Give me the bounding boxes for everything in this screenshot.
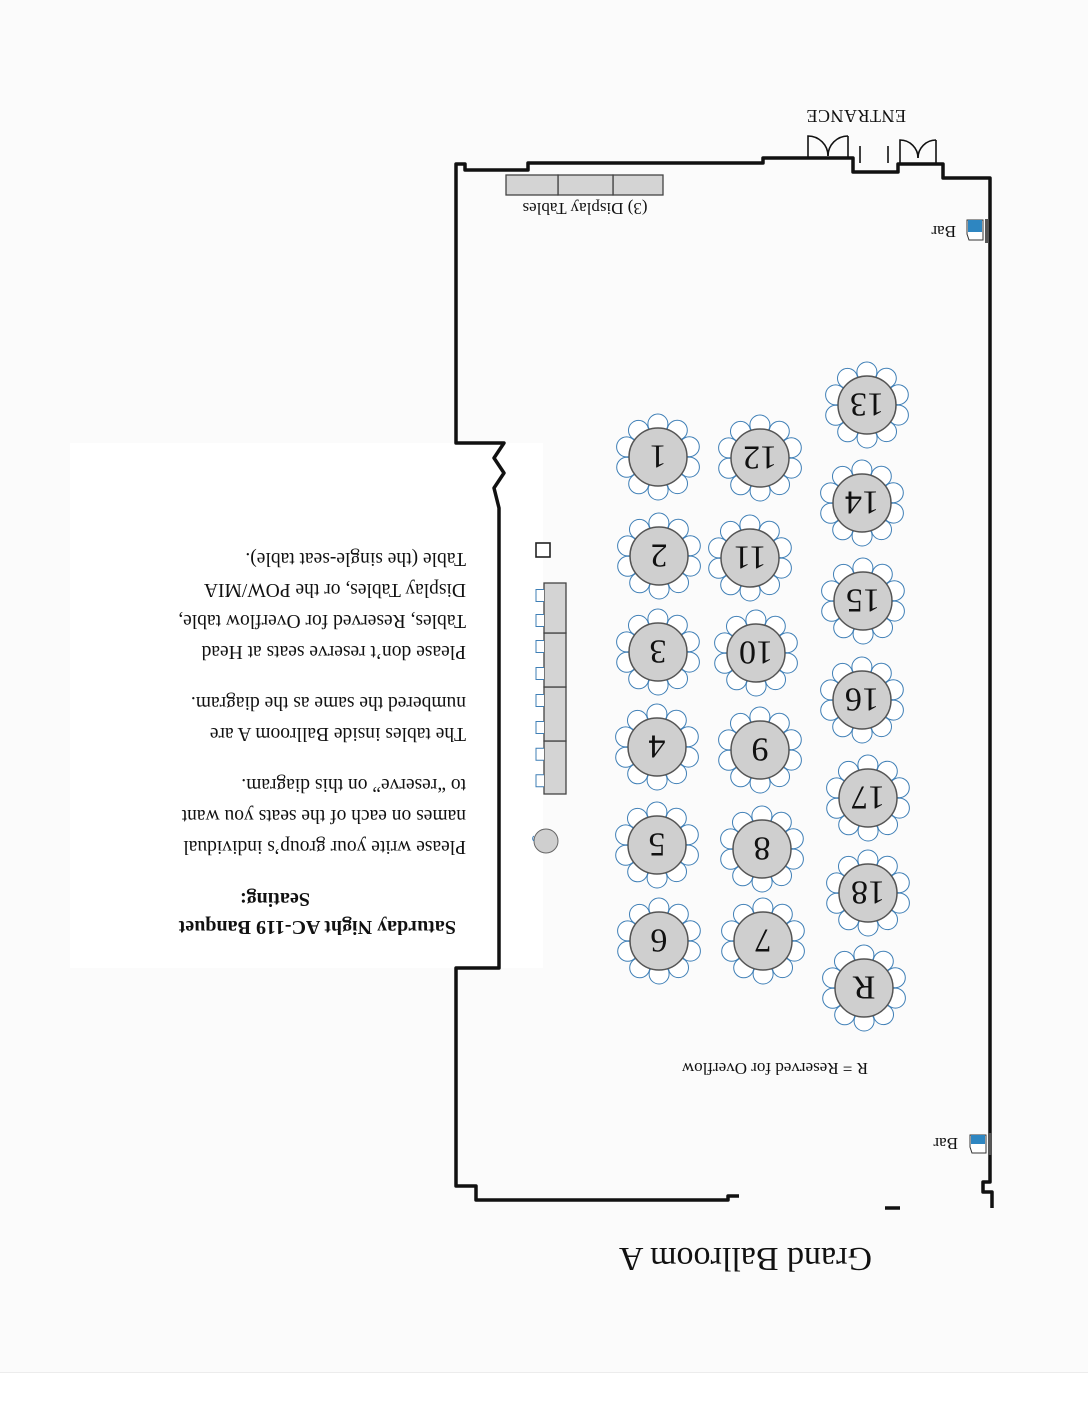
- round-table-2: [618, 513, 701, 599]
- seat: [536, 748, 544, 760]
- round-table-10: [715, 610, 798, 696]
- instruction-line: Tables, Reserved for Overflow table,: [178, 610, 466, 631]
- entrance-label: ENTRANCE: [806, 106, 906, 126]
- seat: [536, 668, 544, 680]
- table-number: 15: [846, 581, 880, 619]
- reserved-legend: R = Reserved for Overflow: [681, 1059, 868, 1078]
- table-number: 10: [739, 633, 773, 671]
- instruction-line: The tables inside Ballroom A are: [209, 723, 466, 744]
- head-table-segment: [544, 583, 566, 633]
- display-table: [613, 175, 663, 195]
- round-table-8: [721, 806, 804, 892]
- table-number: 5: [648, 825, 666, 863]
- instruction-line: Please write your group’s individual: [183, 836, 466, 857]
- bar-bottom: [931, 219, 989, 243]
- table-number: 11: [733, 538, 767, 576]
- page-title: Grand Ballroom A: [618, 1240, 872, 1277]
- instruction-line: Table (the single-seat table).: [245, 548, 466, 569]
- table-number: 9: [751, 730, 769, 768]
- seat: [536, 722, 544, 734]
- seat: [536, 695, 544, 707]
- display-tables-label: (3) Display Tables: [522, 199, 648, 218]
- head-table-podium: [536, 543, 550, 557]
- round-table-4: [616, 704, 699, 790]
- table-number: 12: [743, 438, 777, 476]
- table-number: 7: [754, 921, 772, 959]
- round-table-3: [617, 609, 700, 695]
- seat: [536, 615, 544, 627]
- round-table-14: [821, 460, 904, 546]
- instructions-heading: Seating:: [240, 888, 310, 910]
- bar-label: Bar: [933, 1134, 958, 1153]
- table-number: 6: [650, 921, 668, 959]
- head-table-segment: [544, 687, 566, 741]
- pow-mia-table: [534, 829, 558, 853]
- head-table-segment: [544, 741, 566, 794]
- instruction-line: Display Tables, or the POW/MIA: [203, 579, 466, 600]
- round-table-13: [826, 362, 909, 448]
- round-table-12: [719, 415, 802, 501]
- instruction-line: Please don’t reserve seats at Head: [201, 641, 466, 662]
- round-table-15: [822, 558, 905, 644]
- instructions-heading: Saturday Night AC-119 Banquet: [178, 916, 456, 938]
- round-table-5: [616, 802, 699, 888]
- table-number: 17: [851, 778, 885, 816]
- scan-margin: [0, 1372, 1088, 1409]
- bar-top: [933, 1133, 992, 1155]
- round-table-9: [719, 707, 802, 793]
- instruction-line: names on each of the seats you want: [181, 805, 466, 826]
- round-table-16: [821, 657, 904, 743]
- round-table-1: [617, 414, 700, 500]
- table-number: 14: [845, 483, 879, 521]
- table-number: 2: [650, 536, 668, 574]
- table-number: 18: [851, 873, 885, 911]
- table-number: 4: [648, 727, 666, 765]
- round-table-r: [823, 945, 906, 1031]
- round-table-17: [827, 755, 910, 841]
- table-number: 1: [649, 437, 667, 475]
- seat: [536, 590, 544, 602]
- display-table: [558, 175, 613, 195]
- round-table-6: [618, 898, 701, 984]
- table-number: 8: [753, 829, 771, 867]
- instruction-line: to “reserve” on this diagram.: [241, 774, 466, 795]
- seat: [536, 641, 544, 653]
- round-table-7: [722, 898, 805, 984]
- display-tables: [506, 175, 663, 195]
- table-number: 16: [845, 680, 879, 718]
- table-number: 13: [850, 385, 884, 423]
- bar-label: Bar: [931, 222, 956, 241]
- round-tables: [616, 362, 910, 1031]
- instruction-line: numbered the same as the diagram.: [190, 692, 466, 713]
- seat: [536, 775, 544, 787]
- head-table-segment: [544, 633, 566, 687]
- round-table-11: [709, 515, 792, 601]
- table-number: R: [852, 968, 876, 1006]
- round-table-18: [827, 850, 910, 936]
- display-table: [506, 175, 558, 195]
- table-number: 3: [649, 632, 667, 670]
